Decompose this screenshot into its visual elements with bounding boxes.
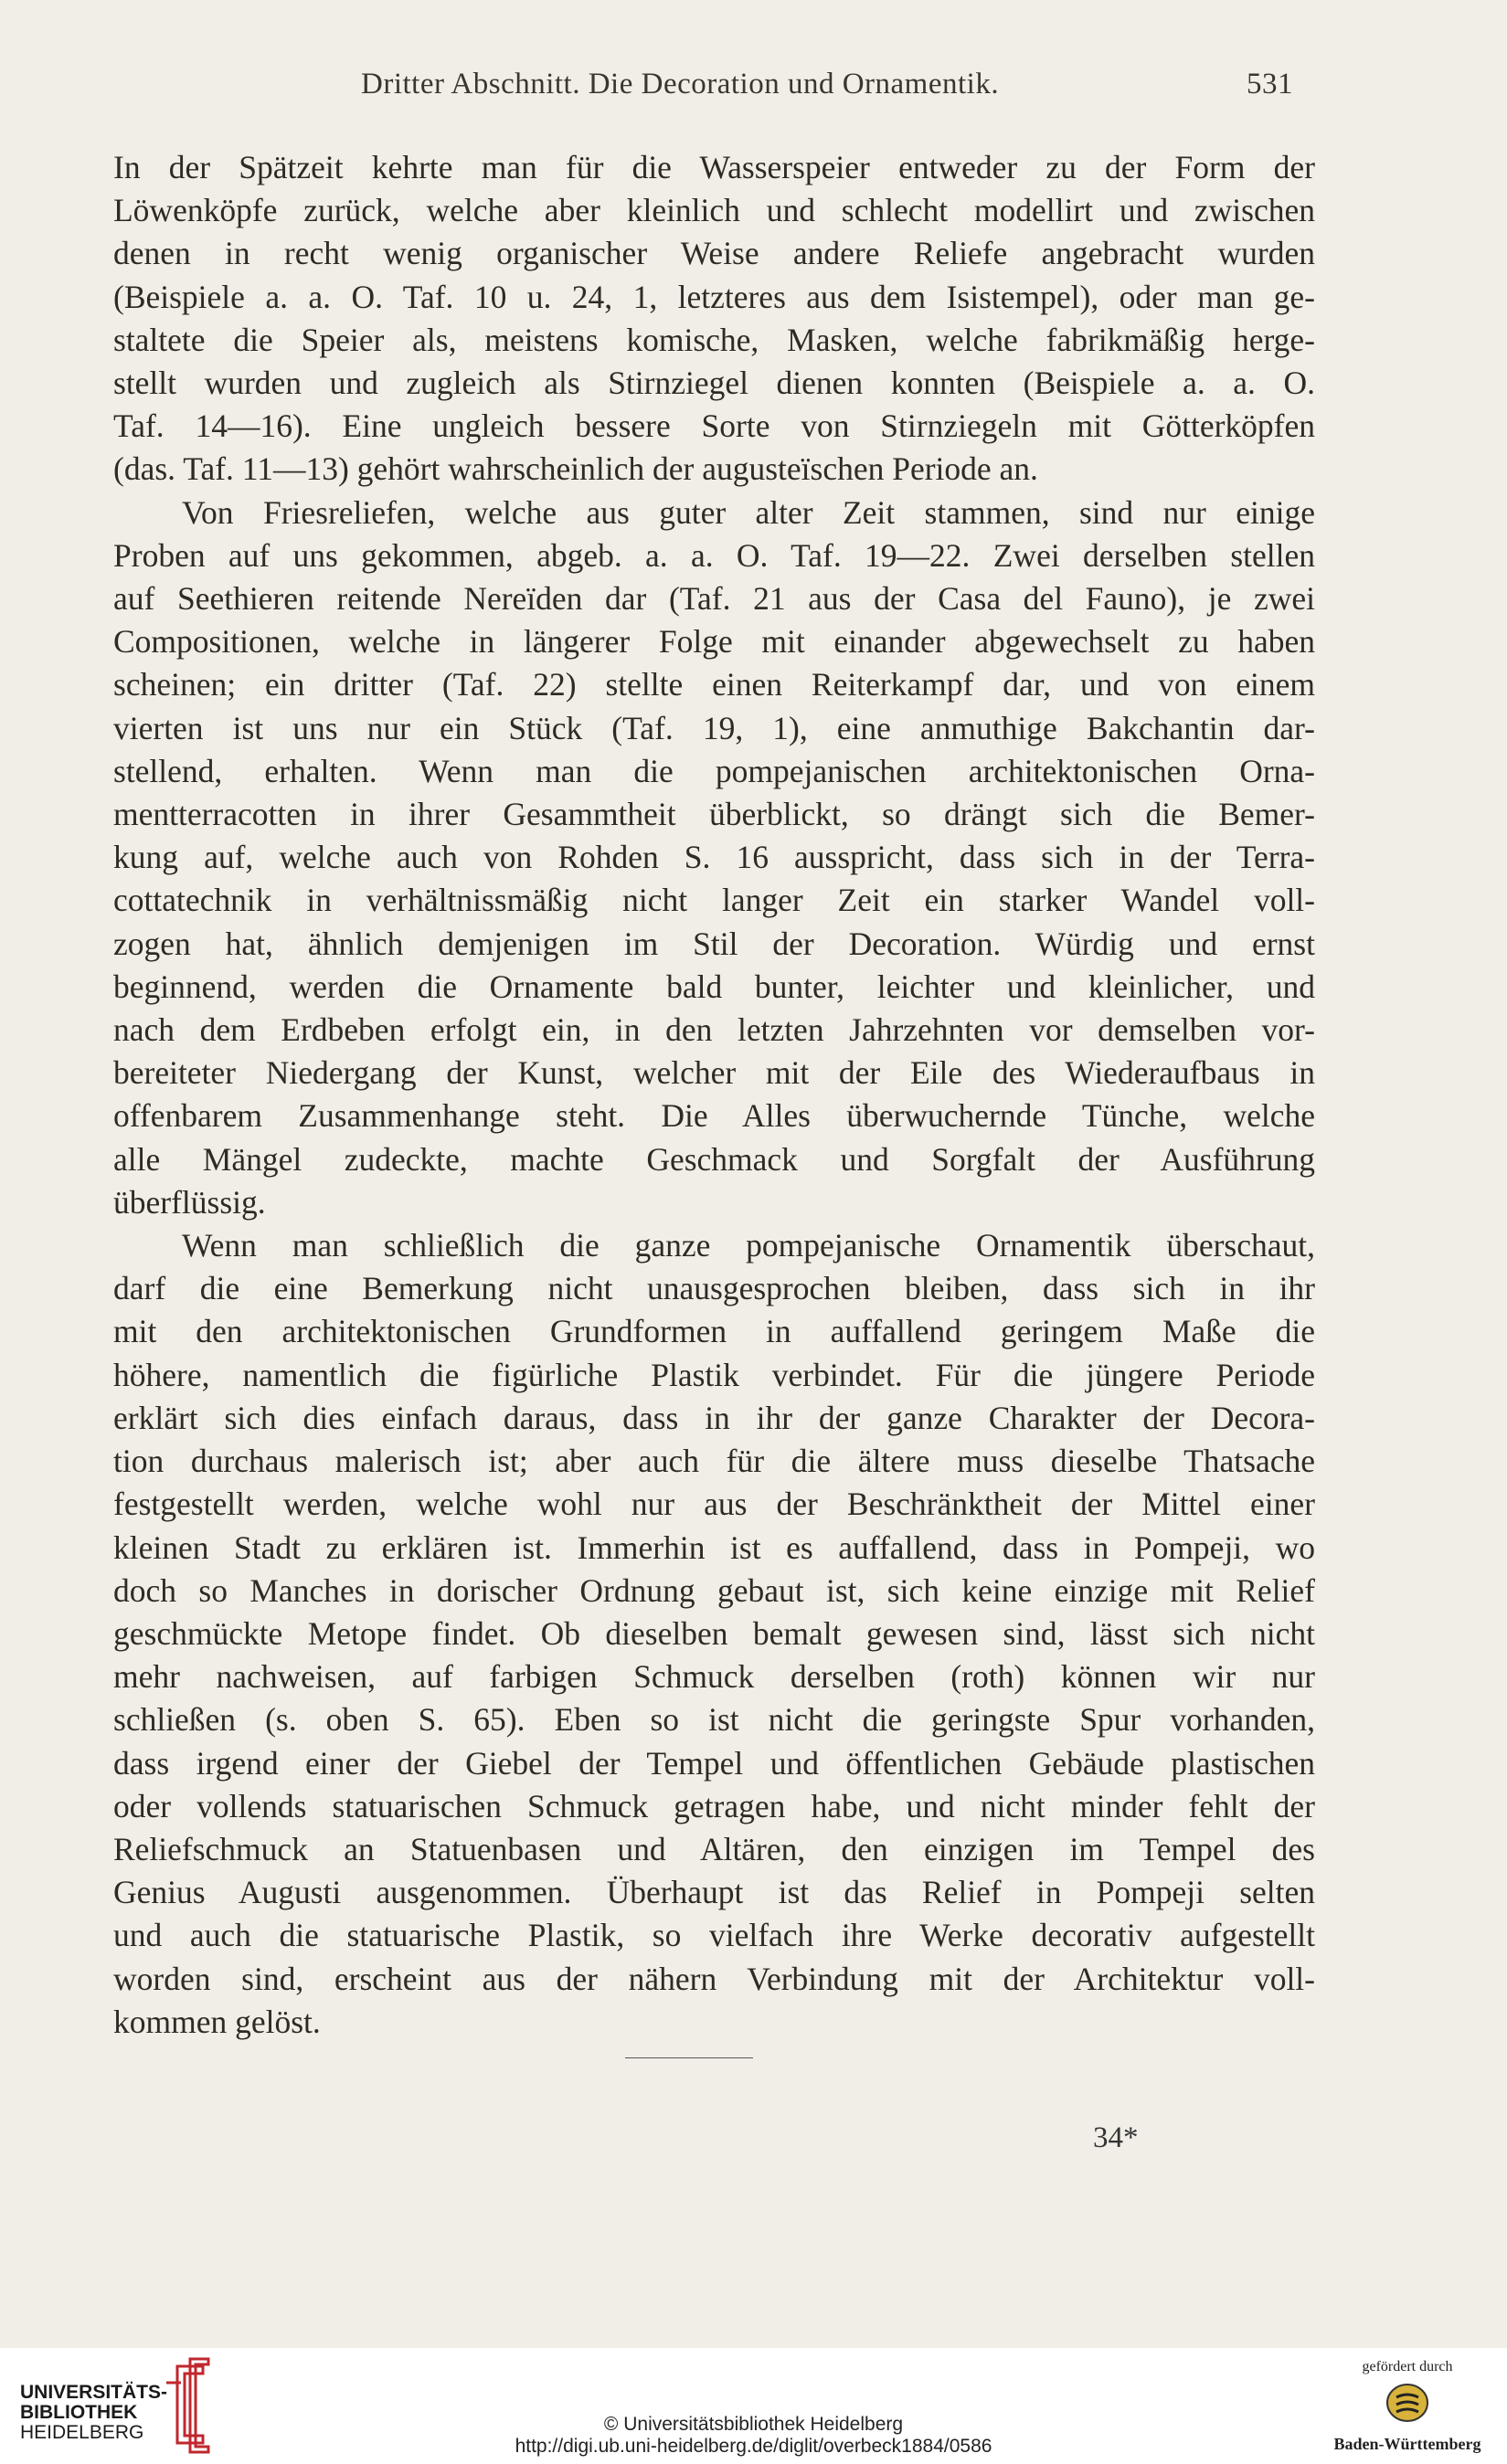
text-line: cottatechnik in verhältnissmäßig nicht langer Zeit ein starker Wandel voll- (113, 882, 1315, 919)
text-line: Von Friesreliefen, welche aus guter alter Zeit stammen, sind nur einige (182, 493, 1315, 531)
text-line: vierten ist uns nur ein Stück (Taf. 19, 1), eine anmuthige Bakchantin dar- (113, 709, 1315, 746)
text-line: scheinen; ein dritter (Taf. 22) stellte einen Reiterkampf dar, und von einem (113, 666, 1315, 703)
text-line: und auch die statuarische Plastik, so vielfach ihre Werke decorativ aufgestellt (113, 1917, 1315, 1954)
signature-mark: 34* (1093, 2121, 1139, 2154)
text-line: oder vollends statuarischen Schmuck getragen habe, und nicht minder fehlt der (113, 1787, 1315, 1824)
state-coat-of-arms-icon (1383, 2381, 1432, 2425)
text-line: kung auf, welche auch von Rohden S. 16 ausspricht, dass sich in der Terra- (113, 839, 1315, 876)
text-line: staltete die Speier als, meistens komische, Masken, welche fabrikmäßig herge- (113, 321, 1315, 358)
text-line: schließen (s. oben S. 65). Eben so ist nicht die geringste Spur vorhanden, (113, 1701, 1315, 1739)
text-line: überflüssig. (113, 1183, 266, 1221)
text-line: beginnend, werden die Ornamente bald bunter, leichter und kleinlicher, und (113, 968, 1315, 1005)
text-line: Compositionen, welche in längerer Folge mit einander abgewechselt zu haben (113, 623, 1315, 661)
text-line: Taf. 14—16). Eine ungleich bessere Sorte von Stirnziegeln mit Götterköpfen (113, 407, 1315, 445)
copyright-notice (0, 2414, 1507, 2458)
library-city: HEIDELBERG (20, 2422, 144, 2443)
text-line: erklärt sich dies einfach daraus, dass in ihr der ganze Charakter der Decora- (113, 1399, 1315, 1436)
text-line: mit den architektonischen Grundformen in auffallend geringem Maße die (113, 1313, 1315, 1350)
text-line: (das. Taf. 11—13) gehört wahrscheinlich der augusteïschen Periode an. (113, 450, 1038, 488)
text-line: denen in recht wenig organischer Weise andere Reliefe angebracht wurden (113, 235, 1315, 272)
sponsor-state: Baden-Württemberg (1333, 2435, 1481, 2453)
text-line: festgestellt werden, welche wohl nur aus der Beschränktheit der Mittel einer (113, 1486, 1315, 1523)
text-line: mehr nachweisen, auf farbigen Schmuck derselben (roth) können wir nur (113, 1658, 1315, 1696)
text-line: geschmückte Metope findet. Ob dieselben bemalt gewesen sind, lässt sich nicht (113, 1614, 1315, 1652)
text-line: doch so Manches in dorischer Ordnung gebaut ist, sich keine einzige mit Relief (113, 1571, 1315, 1609)
text-line: darf die eine Bemerkung nicht unausgesprochen bleiben, dass sich in ihr (113, 1270, 1315, 1307)
sponsor-block (1316, 2359, 1499, 2454)
text-line: Proben auf uns gekommen, abgeb. a. a. O. Taf. 19—22. Zwei derselben stellen (113, 536, 1315, 574)
end-rule (625, 2057, 753, 2058)
text-line: In der Spätzeit kehrte man für die Wasserspeier entweder zu der Form der (113, 149, 1315, 185)
text-line: mentterracotten in ihrer Gesammtheit überblickt, so drängt sich die Bemer- (113, 796, 1315, 833)
library-name-line-2: BIBLIOTHEK (20, 2402, 138, 2423)
text-line: Wenn man schließlich die ganze pompejanische Ornamentik überschaut, (182, 1227, 1315, 1264)
permalink-url[interactable]: http://digi.ub.uni-heidelberg.de/diglit/overbeck1884/0586 (515, 2436, 992, 2457)
text-line: Reliefschmuck an Statuenbasen und Altären, den einzigen im Tempel des (113, 1830, 1315, 1867)
text-line: dass irgend einer der Giebel der Tempel und öffentlichen Gebäude plastischen (113, 1744, 1315, 1782)
text-line: alle Mängel zudeckte, machte Geschmack und Sorgfalt der Ausführung (113, 1140, 1315, 1178)
text-line: auf Seethieren reitende Nereïden dar (Taf. 21 aus der Casa del Fauno), je zwei (113, 580, 1315, 618)
text-line: worden sind, erscheint aus der nähern Verbindung mit der Architektur voll- (113, 1960, 1315, 1997)
text-line: Löwenköpfe zurück, welche aber kleinlich und schlecht modellirt und zwischen (113, 192, 1315, 229)
body-text (113, 146, 1315, 2044)
text-line: Genius Augusti ausgenommen. Überhaupt ist das Relief in Pompeji selten (113, 1874, 1315, 1911)
text-line: tion durchaus malerisch ist; aber auch für die ältere muss dieselbe Thatsache (113, 1443, 1315, 1480)
text-line: höhere, namentlich die figürliche Plastik verbindet. Für die jüngere Periode (113, 1356, 1315, 1393)
page-number: 531 (1247, 68, 1293, 100)
library-name-line-1: UNIVERSITÄTS- (20, 2382, 168, 2403)
text-line: zogen hat, ähnlich demjenigen im Stil der Decoration. Würdig und ernst (113, 925, 1315, 962)
text-line: stellt wurden und zugleich als Stirnziegel dienen konnten (Beispiele a. a. O. (113, 365, 1315, 402)
text-line: kleinen Stadt zu erklären ist. Immerhin ist es auffallend, dass in Pompeji, wo (113, 1528, 1315, 1566)
copyright-text: © Universitätsbibliothek Heidelberg (603, 2414, 904, 2435)
text-line: stellend, erhalten. Wenn man die pompejanischen architektonischen Orna- (113, 752, 1315, 789)
running-title: Dritter Abschnitt. Die Decoration und Ornamentik. (361, 68, 1000, 100)
sponsor-label: gefördert durch (1362, 2359, 1453, 2374)
text-line: (Beispiele a. a. O. Taf. 10 u. 24, 1, letzteres aus dem Isistempel), oder man ge- (113, 278, 1315, 315)
text-line: kommen gelöst. (113, 2003, 321, 2040)
text-line: offenbarem Zusammenhange steht. Die Alles überwuchernde Tünche, welche (113, 1097, 1315, 1135)
text-line: bereiteter Niedergang der Kunst, welcher mit der Eile des Wiederaufbaus in (113, 1054, 1315, 1092)
text-line: nach dem Erdbeben erfolgt ein, in den letzten Jahrzehnten vor demselben vor- (113, 1011, 1315, 1049)
running-header (361, 68, 1293, 101)
